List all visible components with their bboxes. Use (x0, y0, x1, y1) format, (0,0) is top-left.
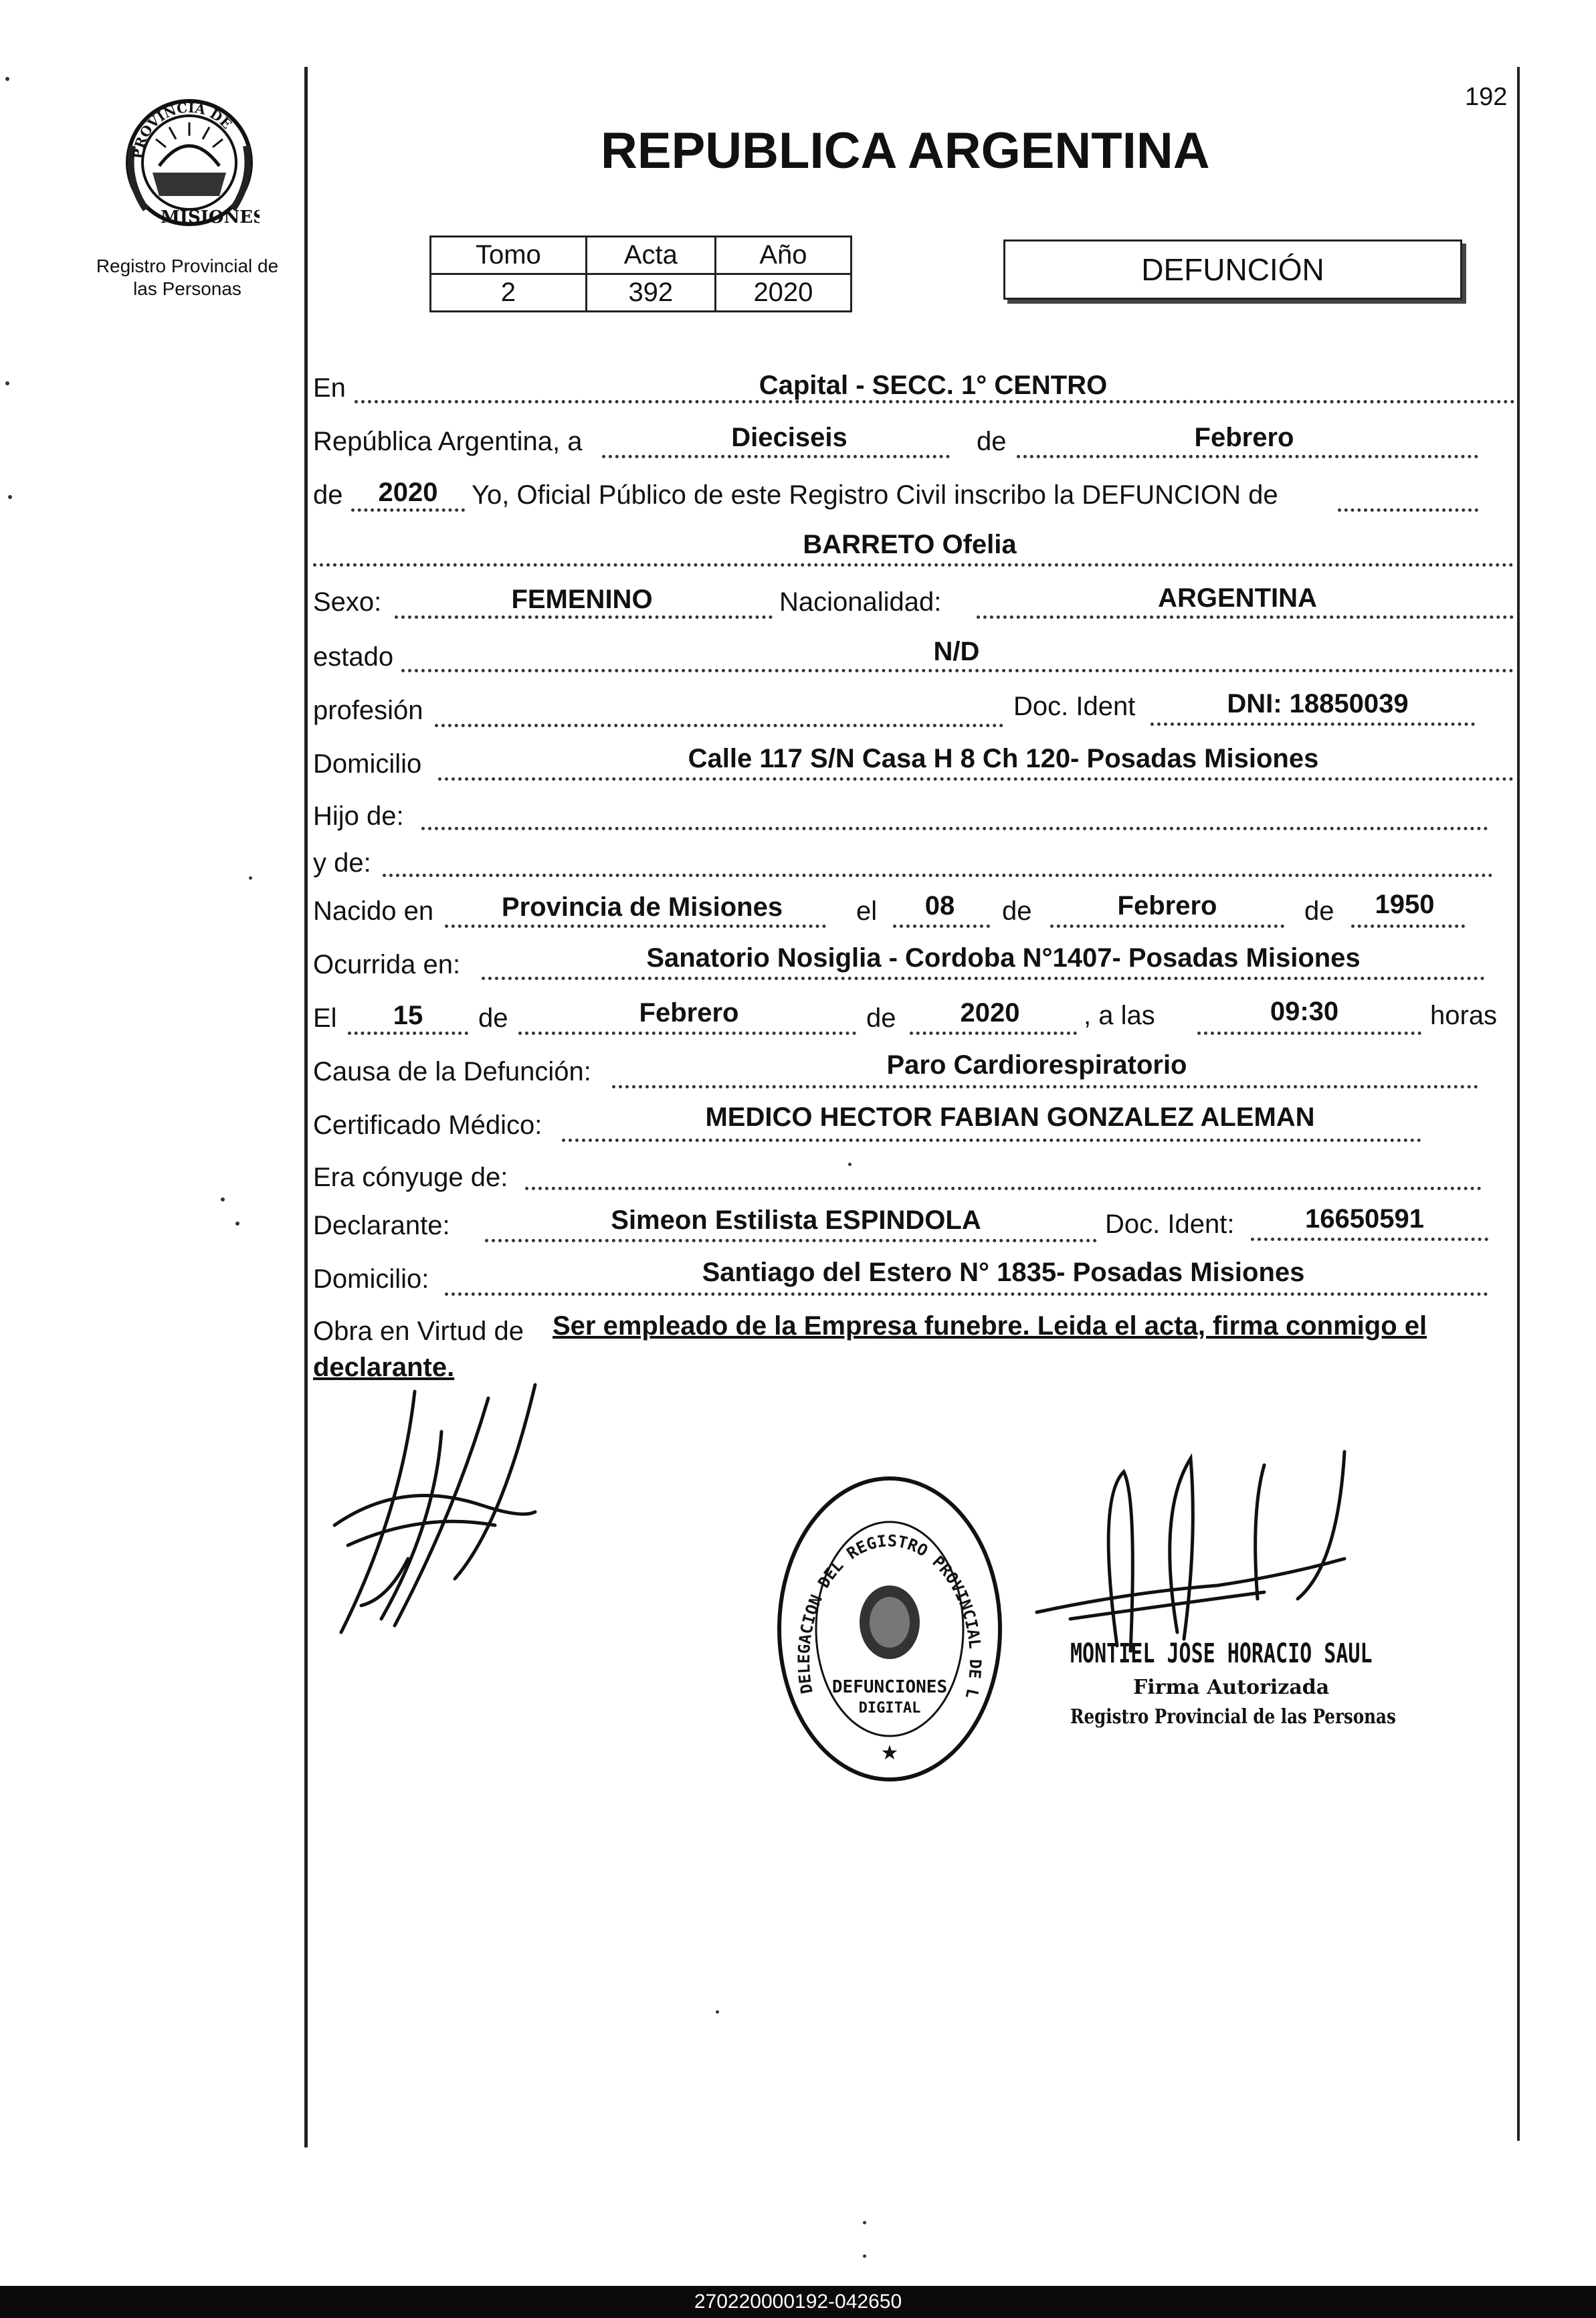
footer-code: 270220000192-042650 (694, 2291, 902, 2313)
death-day-line (348, 1032, 468, 1035)
declarante-label: Declarante: (313, 1211, 450, 1240)
sexo-line (395, 615, 773, 619)
doc-ident2-label: Doc. Ident: (1105, 1210, 1235, 1239)
republica-label: República Argentina, a (313, 427, 583, 456)
causa-label: Causa de la Defunción: (313, 1057, 591, 1086)
doc-ident-value: DNI: 18850039 (1227, 689, 1409, 718)
acta-header: Acta (586, 237, 715, 274)
scan-speck (5, 381, 9, 385)
authority-signature (1030, 1432, 1405, 1652)
left-margin-line (304, 67, 308, 2147)
acta-value: 392 (586, 274, 715, 312)
scan-speck (235, 1222, 239, 1226)
authority-role: Firma Autorizada (1133, 1676, 1330, 1699)
death-year: 2020 (960, 998, 1020, 1028)
profesion-line (435, 724, 1003, 727)
el-label: el (856, 896, 878, 926)
declarante-line (485, 1239, 1097, 1242)
certificado-label: Certificado Médico: (313, 1110, 542, 1140)
estado-label: estado (313, 642, 394, 672)
ocurrida-line (482, 977, 1485, 980)
svg-text:PROVINCIA DE: PROVINCIA DE (129, 99, 235, 160)
en-value: Capital - SECC. 1° CENTRO (759, 371, 1108, 400)
right-margin-line (1517, 67, 1520, 2141)
svg-text:DELEGACION DEL REGISTRO PROVIN: DELEGACION DEL REGISTRO PROVINCIAL DE L (794, 1531, 985, 1701)
death-month-line (518, 1032, 856, 1035)
doc-type-label: DEFUNCIÓN (1141, 252, 1324, 287)
nacido-line (445, 925, 826, 928)
domicilio-line (438, 777, 1514, 781)
declarante-value: Simeon Estilista ESPINDOLA (611, 1205, 981, 1235)
obra-label: Obra en Virtud de (313, 1317, 524, 1346)
nacionalidad-value: ARGENTINA (1158, 583, 1317, 613)
yde-label: y de: (313, 848, 371, 878)
obra-value-line1: Ser empleado de la Empresa funebre. Leida el acta, firma conmigo el (553, 1311, 1427, 1341)
death-month: Febrero (639, 998, 739, 1028)
svg-text:DIGITAL: DIGITAL (858, 1700, 921, 1717)
en-label: En (313, 373, 346, 403)
hijo-line (421, 827, 1488, 830)
domicilio2-value: Santiago del Estero N° 1835- Posadas Misiones (702, 1258, 1305, 1287)
scan-speck (863, 2221, 866, 2224)
svg-text:★: ★ (880, 1742, 899, 1764)
birth-day: 08 (924, 891, 955, 921)
scan-speck (863, 2254, 866, 2258)
record-table (429, 235, 852, 312)
horas-label: horas (1430, 1001, 1498, 1030)
conyuge-label: Era cónyuge de: (313, 1163, 508, 1192)
doc-ident-line (1151, 722, 1475, 726)
sexo-label: Sexo: (313, 587, 382, 617)
authority-office: Registro Provincial de las Personas (1070, 1705, 1396, 1729)
death-time-line (1197, 1032, 1421, 1035)
conyuge-line (525, 1187, 1482, 1190)
declarant-signature (321, 1378, 562, 1646)
anio-value: 2020 (715, 274, 851, 312)
birth-month: Febrero (1117, 891, 1217, 921)
estado-value: N/D (933, 637, 980, 666)
doc-type-box (1003, 239, 1462, 300)
doc-ident2-value: 16650591 (1305, 1204, 1424, 1234)
scan-speck (716, 2010, 719, 2014)
certificado-line (562, 1139, 1421, 1142)
domicilio-label: Domicilio (313, 749, 422, 779)
el2-label: El (313, 1003, 337, 1033)
sexo-value: FEMENINO (511, 585, 653, 614)
doc-ident2-line (1251, 1238, 1488, 1241)
logo-caption-line1: Registro Provincial de (96, 256, 279, 276)
de6-label: de (866, 1003, 896, 1033)
svg-text:DEFUNCIONES: DEFUNCIONES (831, 1677, 948, 1697)
name-line (313, 563, 1514, 567)
nacido-value: Provincia de Misiones (501, 892, 783, 922)
tomo-value: 2 (431, 274, 587, 312)
birth-year-line (1351, 925, 1465, 928)
page-number: 192 (1465, 83, 1508, 111)
provincia-misiones-logo (119, 86, 260, 233)
causa-line (612, 1085, 1478, 1088)
death-time: 09:30 (1270, 997, 1339, 1026)
yde-line (383, 874, 1493, 877)
hijo-label: Hijo de: (313, 801, 404, 831)
scan-speck (8, 495, 12, 499)
inscribo-line (1338, 508, 1478, 512)
nacionalidad-label: Nacionalidad: (779, 587, 942, 617)
de4-label: de (1304, 896, 1334, 926)
scan-speck (848, 1163, 852, 1166)
scan-speck (5, 77, 9, 81)
birth-day-line (893, 925, 990, 928)
year-line (351, 508, 465, 512)
domicilio-value: Calle 117 S/N Casa H 8 Ch 120- Posadas Misiones (688, 744, 1319, 773)
anio-header: Año (715, 237, 851, 274)
domicilio2-label: Domicilio: (313, 1264, 429, 1294)
year-value: 2020 (378, 478, 438, 507)
ocurrida-value: Sanatorio Nosiglia - Cordoba N°1407- Posadas Misiones (646, 943, 1361, 973)
deceased-name: BARRETO Ofelia (803, 530, 1017, 559)
domicilio2-line (445, 1292, 1488, 1296)
certificado-value: MEDICO HECTOR FABIAN GONZALEZ ALEMAN (705, 1102, 1315, 1132)
nacionalidad-line (977, 615, 1514, 619)
month-value: Febrero (1194, 423, 1294, 452)
estado-line (401, 669, 1514, 672)
alas-label: , a las (1084, 1001, 1155, 1030)
birth-year: 1950 (1375, 890, 1435, 919)
page-title: REPUBLICA ARGENTINA (601, 122, 1210, 179)
authority-name: MONTIEL JOSE HORACIO SAUL (1070, 1638, 1373, 1669)
de3-label: de (1002, 896, 1032, 926)
scan-speck (249, 876, 252, 880)
birth-month-line (1050, 925, 1284, 928)
tomo-header: Tomo (431, 237, 587, 274)
en-line (355, 400, 1515, 403)
logo-caption-line2: las Personas (133, 278, 241, 299)
ocurrida-label: Ocurrida en: (313, 950, 461, 979)
de2-label: de (313, 480, 343, 510)
causa-value: Paro Cardiorespiratorio (886, 1050, 1187, 1080)
nacido-label: Nacido en (313, 896, 434, 926)
de5-label: de (478, 1003, 508, 1033)
de-label: de (977, 427, 1007, 456)
death-day: 15 (393, 1001, 423, 1030)
footer-bar (0, 2286, 1596, 2318)
death-year-line (910, 1032, 1077, 1035)
official-stamp (773, 1472, 1007, 1786)
svg-text:MISIONES: MISIONES (161, 207, 260, 227)
inscribo-text: Yo, Oficial Público de este Registro Civil inscribo la DEFUNCION de (472, 480, 1278, 510)
month-line (1017, 455, 1478, 458)
scan-speck (221, 1197, 225, 1201)
obra-value-line2: declarante. (313, 1353, 455, 1382)
day-line (602, 455, 950, 458)
profesion-label: profesión (313, 696, 423, 725)
day-value: Dieciseis (731, 423, 847, 452)
doc-ident-label: Doc. Ident (1013, 692, 1136, 721)
